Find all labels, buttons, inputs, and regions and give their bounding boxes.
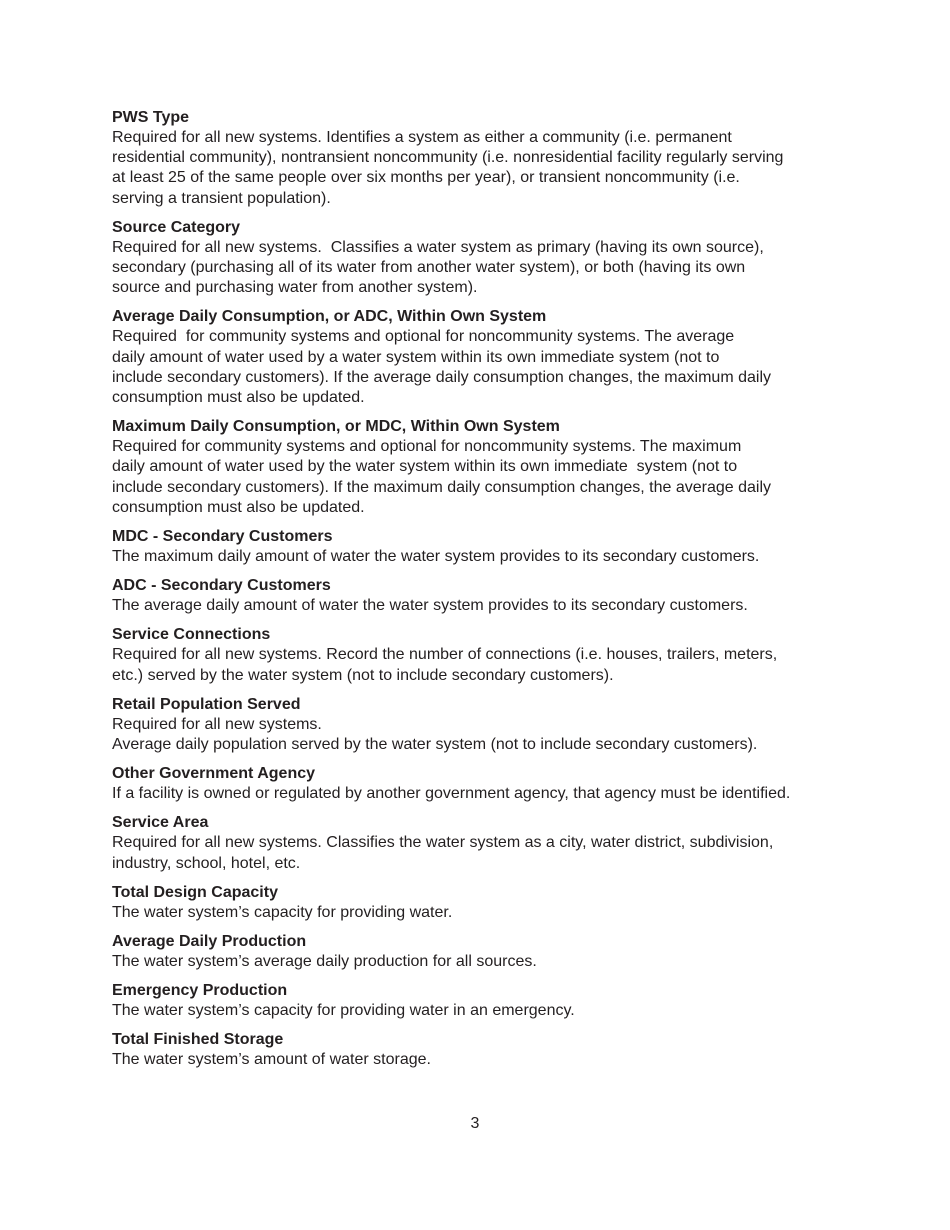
definition-description <box>112 645 852 685</box>
definition-description <box>112 596 852 616</box>
definition-description <box>112 784 852 804</box>
definition-term: MDC - Secondary Customers <box>112 528 333 546</box>
definition-entry <box>112 813 852 873</box>
definition-description <box>112 715 852 755</box>
description-line: secondary (purchasing all of its water from another water system), or both (having its own <box>112 259 746 277</box>
definition-entry <box>112 576 852 616</box>
definition-entry <box>112 981 852 1021</box>
definition-entry <box>112 764 852 804</box>
description-line: source and purchasing water from another system). <box>112 279 478 297</box>
description-line: daily amount of water used by the water system within its own immediate system (not to <box>112 458 738 476</box>
definitions-list <box>112 108 852 1080</box>
definition-entry <box>112 695 852 755</box>
description-line: The average daily amount of water the water system provides to its secondary customers. <box>112 597 748 615</box>
description-line: The maximum daily amount of water the water system provides to its secondary customers. <box>112 548 760 566</box>
description-line: consumption must also be updated. <box>112 498 365 516</box>
description-line: Average daily population served by the water system (not to include secondary customers). <box>112 736 758 754</box>
definition-entry <box>112 1030 852 1070</box>
description-line: The water system’s average daily production for all sources. <box>112 953 537 971</box>
definition-term: Total Design Capacity <box>112 883 278 901</box>
definition-term: Average Daily Consumption, or ADC, Within Own System <box>112 308 547 326</box>
description-line: at least 25 of the same people over six months per year), or transient noncommunity (i.e. <box>112 169 740 187</box>
description-line: daily amount of water used by a water system within its own immediate system (not to <box>112 348 720 366</box>
definition-term: Retail Population Served <box>112 695 301 713</box>
definition-description <box>112 128 852 209</box>
definition-term: Service Connections <box>112 626 271 644</box>
definition-entry <box>112 108 852 209</box>
description-line: Required for all new systems. <box>112 715 322 733</box>
definition-description <box>112 1001 852 1021</box>
description-line: include secondary customers). If the average daily consumption changes, the maximum daily <box>112 368 771 386</box>
description-line: Required for community systems and optional for noncommunity systems. The maximum <box>112 438 742 456</box>
description-line: etc.) served by the water system (not to include secondary customers). <box>112 666 614 684</box>
description-line: If a facility is owned or regulated by another government agency, that agency must be identified. <box>112 785 791 803</box>
definition-description <box>112 238 852 299</box>
description-line: residential community), nontransient noncommunity (i.e. nonresidential facility regularly serving <box>112 149 784 167</box>
description-line: industry, school, hotel, etc. <box>112 854 301 872</box>
description-line: The water system’s amount of water storage. <box>112 1051 431 1069</box>
description-line: Required for all new systems. Classifies a water system as primary (having its own source), <box>112 238 764 256</box>
definition-entry <box>112 527 852 567</box>
definition-term: Other Government Agency <box>112 765 316 783</box>
definition-term: Emergency Production <box>112 982 288 1000</box>
definition-description <box>112 437 852 518</box>
definition-term: PWS Type <box>112 109 190 126</box>
description-line: Required for all new systems. Classifies the water system as a city, water district, subdivision, <box>112 834 774 852</box>
definition-term: Service Area <box>112 814 209 832</box>
description-line: include secondary customers). If the maximum daily consumption changes, the average daily <box>112 478 771 496</box>
definition-entry <box>112 932 852 972</box>
definition-description <box>112 952 852 972</box>
description-line: Required for community systems and optional for noncommunity systems. The average <box>112 328 735 346</box>
definition-entry <box>112 218 852 299</box>
page-number: 3 <box>470 1115 480 1132</box>
definition-entry <box>112 417 852 518</box>
definition-entry <box>112 625 852 685</box>
description-line: Required for all new systems. Identifies a system as either a community (i.e. permanent <box>112 129 732 146</box>
description-line: The water system’s capacity for providing water. <box>112 903 453 921</box>
definition-term: Average Daily Production <box>112 933 307 951</box>
description-line: Required for all new systems. Record the number of connections (i.e. houses, trailers, meters, <box>112 646 778 664</box>
definition-description <box>112 903 852 923</box>
definition-term: ADC - Secondary Customers <box>112 577 331 595</box>
definition-description <box>112 547 852 567</box>
description-line: consumption must also be updated. <box>112 389 365 407</box>
definition-term: Total Finished Storage <box>112 1031 284 1049</box>
definition-term: Source Category <box>112 218 241 236</box>
definition-entry <box>112 883 852 923</box>
description-line: serving a transient population). <box>112 189 331 207</box>
definition-entry <box>112 307 852 408</box>
definition-description <box>112 1050 852 1070</box>
definition-description <box>112 833 852 873</box>
definition-description <box>112 327 852 408</box>
definition-term: Maximum Daily Consumption, or MDC, Within Own System <box>112 418 560 436</box>
description-line: The water system’s capacity for providing water in an emergency. <box>112 1002 575 1020</box>
